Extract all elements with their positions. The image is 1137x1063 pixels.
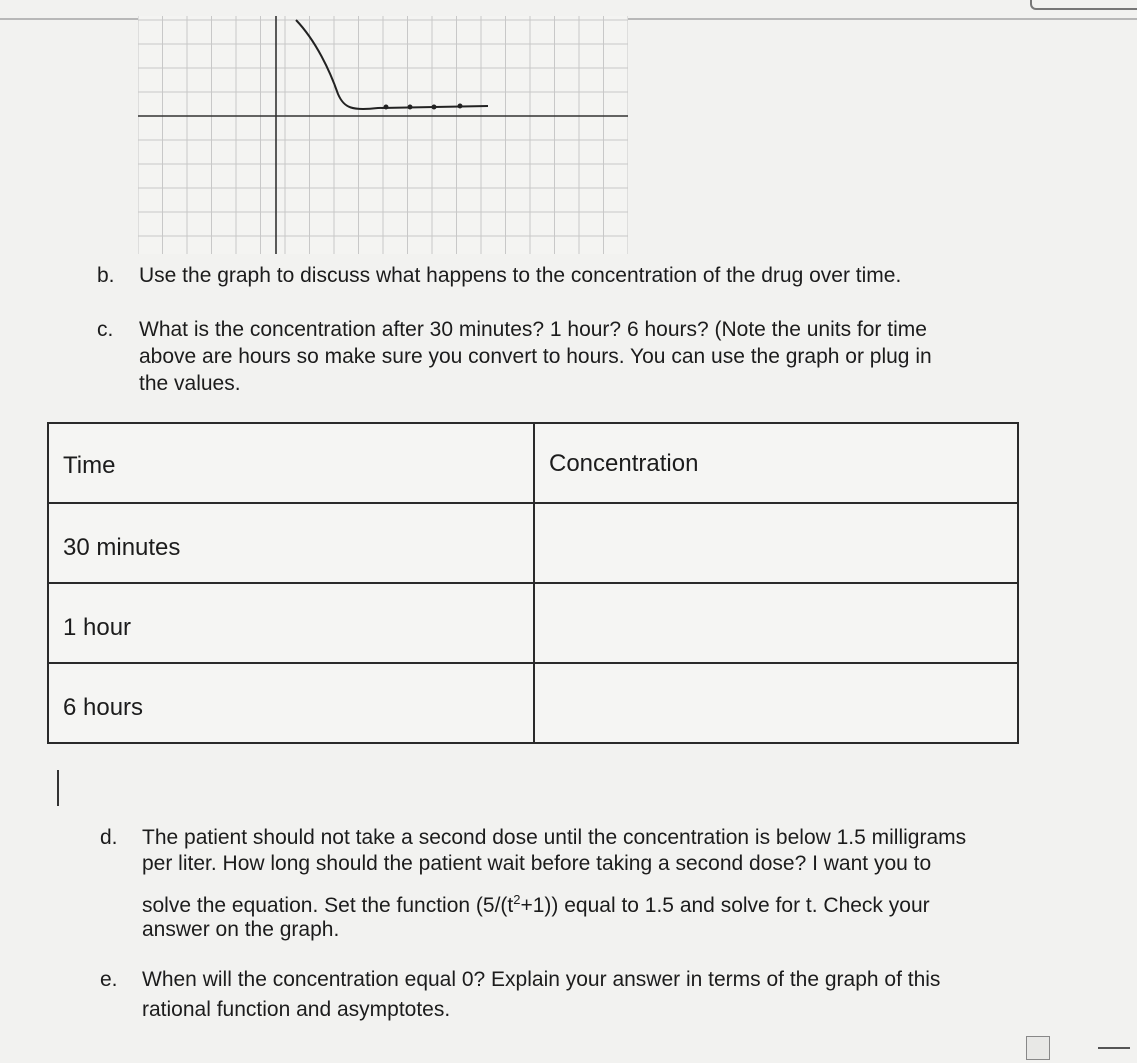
table-cell-concentration[interactable] — [534, 663, 1018, 743]
question-e-letter: e. — [100, 968, 118, 991]
table-header-concentration: Concentration — [534, 423, 1018, 503]
table-row — [48, 663, 1018, 743]
question-d-line-2: per liter. How long should the patient wait before taking a second dose? I want you to — [142, 852, 932, 875]
corner-dash — [1098, 1047, 1130, 1049]
table-cell-time: 30 minutes — [48, 503, 534, 583]
question-d-line-1: The patient should not take a second dose until the concentration is below 1.5 milligrams — [142, 826, 967, 849]
question-c-line-3: the values. — [139, 372, 241, 395]
concentration-table — [47, 422, 1019, 744]
table-header-row — [48, 423, 1018, 503]
question-e — [100, 966, 1120, 1024]
question-c-line-2: above are hours so make sure you convert to hours. You can use the graph or plug in — [139, 345, 932, 368]
question-d-line-3 — [142, 886, 930, 919]
table-cell-concentration[interactable] — [534, 583, 1018, 663]
corner-box — [1026, 1036, 1050, 1060]
question-e-line-2: rational function and asymptotes. — [142, 998, 451, 1021]
table-row — [48, 503, 1018, 583]
window-corner — [1030, 0, 1137, 10]
table-header-time: Time — [48, 423, 534, 503]
question-b — [97, 262, 1097, 292]
text-cursor — [57, 770, 59, 806]
question-b-letter: b. — [97, 264, 115, 287]
exponent: 2 — [513, 892, 521, 907]
table-cell-time: 1 hour — [48, 583, 534, 663]
question-d-line-4: answer on the graph. — [142, 918, 340, 941]
graph-grid — [138, 16, 628, 254]
table-cell-concentration[interactable] — [534, 503, 1018, 583]
question-e-line-1: When will the concentration equal 0? Explain your answer in terms of the graph of this — [142, 968, 941, 991]
question-b-text: Use the graph to discuss what happens to the concentration of the drug over time. — [139, 264, 902, 287]
question-d-line-3-a: solve the equation. Set the function (5/(t — [142, 894, 514, 917]
question-c-line-1: What is the concentration after 30 minutes? 1 hour? 6 hours? (Note the units for time — [139, 318, 927, 341]
question-c-letter: c. — [97, 318, 114, 341]
question-d-line-3-b: +1)) equal to 1.5 and solve for t. Check your — [520, 894, 930, 917]
question-d-letter: d. — [100, 826, 118, 849]
concentration-graph — [138, 16, 628, 254]
question-c — [97, 316, 1097, 400]
table-cell-time: 6 hours — [48, 663, 534, 743]
question-d — [100, 824, 1120, 941]
table-row — [48, 583, 1018, 663]
